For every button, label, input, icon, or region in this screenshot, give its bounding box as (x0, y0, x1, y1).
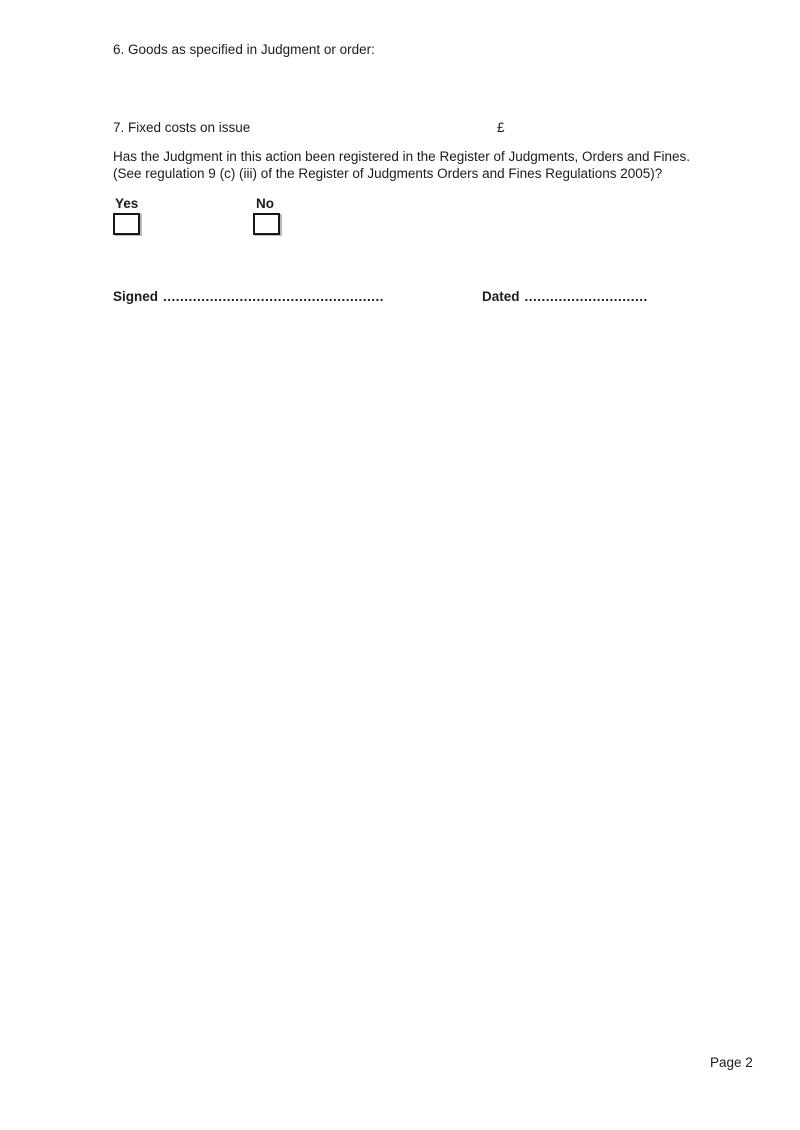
no-checkbox[interactable] (253, 213, 280, 235)
registration-question-line2: (See regulation 9 (c) (iii) of the Register of Judgments Orders and Fines Regulations 2005)? (113, 165, 663, 181)
registration-question (113, 149, 690, 182)
yes-label: Yes (115, 196, 139, 211)
signed-label: Signed (113, 289, 159, 304)
item7-label: 7. Fixed costs on issue (113, 120, 251, 135)
dated-field (482, 289, 648, 304)
signed-line[interactable]: .................................................... (163, 289, 385, 304)
registration-question-line1: Has the Judgment in this action been registered in the Register of Judgments, Orders and Fines. (113, 149, 691, 164)
currency-symbol: £ (497, 120, 505, 135)
no-label: No (256, 196, 274, 211)
yes-checkbox[interactable] (113, 213, 140, 235)
signed-field (113, 289, 384, 304)
item6-label: 6. Goods as specified in Judgment or order: (113, 42, 375, 57)
page-number: Page 2 (710, 1055, 753, 1070)
dated-line[interactable]: ............................. (524, 289, 648, 304)
dated-label: Dated (482, 289, 520, 304)
